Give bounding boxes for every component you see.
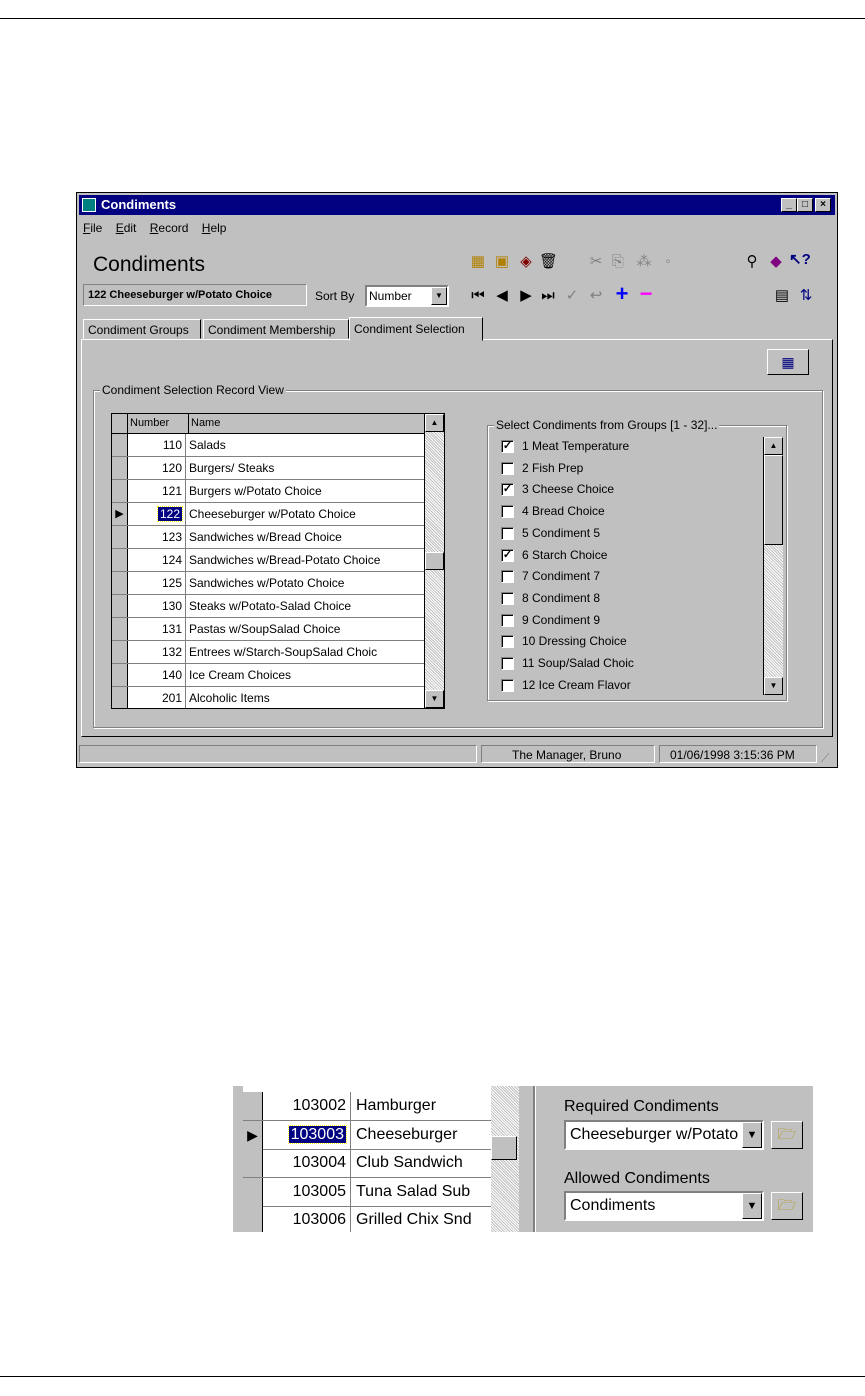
table-row[interactable] — [112, 480, 426, 503]
minimize-button[interactable]: _ — [781, 198, 797, 212]
row-selector[interactable] — [243, 1149, 263, 1177]
allowed-condiments-select[interactable]: Condiments ▼ — [564, 1191, 764, 1221]
checkbox-label: 10 Dressing Choice — [522, 634, 627, 649]
checklist-scroll-thumb[interactable] — [764, 455, 783, 545]
record-view-label: Condiment Selection Record View — [102, 383, 284, 397]
table-row[interactable] — [112, 664, 426, 687]
row-selector[interactable] — [112, 526, 128, 548]
form-title: Condiments — [93, 253, 206, 276]
row-number: 103002 — [263, 1092, 351, 1120]
condiment-checklist — [493, 429, 785, 697]
required-condiments-select[interactable]: Cheeseburger w/Potato ▼ — [564, 1120, 764, 1150]
row-number: 124 — [128, 549, 186, 571]
excerpt-divider — [533, 1086, 536, 1232]
remove-record-icon[interactable]: − — [639, 281, 653, 306]
delete-icon[interactable]: 🗑 — [539, 253, 559, 270]
resize-grip-icon[interactable]: ⟋ — [821, 751, 830, 765]
magic-wand-icon[interactable]: ⁂ — [636, 253, 652, 270]
form-view-icon[interactable]: ▤ — [774, 287, 790, 304]
row-number: 201 — [128, 687, 186, 709]
row-name: Cheeseburger w/Potato Choice — [189, 507, 356, 521]
title-bar — [79, 195, 835, 215]
excerpt-grid[interactable] — [243, 1086, 511, 1232]
menu-edit[interactable]: Edit — [115, 221, 137, 235]
checkbox-label: 3 Cheese Choice — [522, 482, 615, 497]
row-name: Ice Cream Choices — [189, 668, 292, 682]
row-name: Cheeseburger — [356, 1125, 458, 1143]
row-number: 121 — [128, 480, 186, 502]
row-name: Grilled Chix Snd — [356, 1211, 472, 1228]
table-row[interactable] — [243, 1092, 499, 1121]
close-button[interactable]: × — [815, 198, 831, 212]
column-header-name[interactable]: Name — [189, 414, 426, 434]
tab-condiment-groups[interactable]: Condiment Groups — [83, 319, 201, 339]
new-record-icon[interactable]: ▦ — [470, 253, 486, 270]
table-row[interactable] — [112, 526, 426, 549]
row-number: 103003 — [263, 1121, 351, 1149]
row-selector[interactable] — [112, 595, 128, 617]
row-number: 110 — [128, 434, 186, 456]
scroll-up-button[interactable]: ▲ — [425, 414, 444, 432]
row-selector[interactable] — [112, 480, 128, 502]
row-selector[interactable] — [243, 1206, 263, 1232]
checklist-scroll-down[interactable]: ▼ — [764, 677, 783, 695]
status-datetime: 01/06/1998 3:15:36 PM — [659, 745, 817, 763]
table-row[interactable] — [112, 549, 426, 572]
checkbox-label: 8 Condiment 8 — [522, 590, 601, 605]
checkbox-label: 4 Bread Choice — [522, 504, 605, 519]
table-row[interactable] — [112, 687, 426, 709]
checkbox[interactable] — [501, 592, 514, 605]
checklist-scrollbar[interactable] — [763, 437, 783, 695]
checkbox[interactable] — [501, 614, 514, 627]
row-number: 131 — [128, 618, 186, 640]
grid-view-button[interactable]: ▦ — [767, 349, 809, 375]
row-selector[interactable] — [112, 618, 128, 640]
column-header-number[interactable]: Number — [128, 414, 189, 434]
row-selector[interactable]: ▶ — [112, 503, 128, 525]
row-number: 140 — [128, 664, 186, 686]
top-rule — [0, 18, 865, 19]
paste-icon[interactable]: ⎘ — [611, 253, 624, 270]
row-name: Alcoholic Items — [189, 691, 270, 705]
condiments-window — [76, 192, 838, 768]
row-selector[interactable] — [243, 1178, 263, 1206]
chevron-down-icon: ▼ — [742, 1122, 762, 1148]
grid-scrollbar[interactable] — [424, 414, 444, 708]
row-selector[interactable] — [112, 687, 128, 709]
menu-help[interactable]: Help — [201, 221, 227, 235]
checkbox-label: 5 Condiment 5 — [522, 525, 601, 540]
table-row[interactable] — [112, 618, 426, 641]
row-number: 132 — [128, 641, 186, 663]
row-name: Pastas w/SoupSalad Choice — [189, 622, 341, 636]
row-name: Club Sandwich — [356, 1154, 463, 1171]
table-row[interactable] — [112, 503, 426, 526]
checkbox-label: 2 Fish Prep — [522, 460, 584, 475]
status-user: The Manager, Bruno — [481, 745, 655, 763]
condiment-grid[interactable] — [111, 413, 445, 709]
table-row[interactable] — [243, 1149, 499, 1178]
row-selector[interactable] — [112, 457, 128, 479]
checkbox[interactable]: ✓ — [502, 440, 513, 452]
checkbox-label: 11 Soup/Salad Choic — [522, 656, 634, 670]
required-folder-icon[interactable]: 🗁 — [771, 1121, 803, 1149]
row-selector[interactable] — [112, 641, 128, 663]
grid-corner — [112, 414, 128, 434]
row-selector[interactable] — [112, 434, 128, 456]
checkbox[interactable] — [501, 527, 514, 540]
row-name: Burgers/ Steaks — [189, 461, 275, 475]
previous-record-icon[interactable]: ◀ — [496, 287, 508, 304]
row-name: Entrees w/Starch-SoupSalad Choic — [189, 645, 378, 659]
row-name: Steaks w/Potato-Salad Choice — [189, 599, 352, 613]
row-number: 103005 — [263, 1178, 351, 1206]
sort-by-label: Sort By — [315, 289, 355, 303]
tab-condiment-selection[interactable]: Condiment Selection — [349, 317, 483, 341]
checkbox[interactable] — [501, 570, 514, 583]
row-number: 125 — [128, 572, 186, 594]
checkbox[interactable] — [501, 679, 514, 692]
row-name: Sandwiches w/Bread Choice — [189, 530, 342, 544]
checkbox[interactable]: ✓ — [502, 548, 513, 561]
scroll-down-button[interactable]: ▼ — [425, 690, 444, 708]
first-record-icon[interactable]: ⏮ — [471, 287, 485, 304]
status-bar — [79, 743, 835, 765]
allowed-condiments-label: Allowed Condiments — [564, 1170, 710, 1187]
table-row[interactable] — [243, 1206, 499, 1232]
table-row[interactable] — [243, 1121, 499, 1150]
row-selector[interactable] — [112, 549, 128, 571]
row-name: Sandwiches w/Bread-Potato Choice — [189, 553, 381, 567]
table-row[interactable] — [112, 595, 426, 618]
copy-record-icon[interactable]: ▣ — [494, 253, 510, 270]
whats-this-icon[interactable]: ↖? — [789, 251, 811, 268]
checklist-scroll-up[interactable]: ▲ — [764, 437, 783, 455]
checkbox-label: 9 Condiment 9 — [522, 612, 601, 627]
refresh-icon[interactable]: ⇅ — [799, 287, 813, 304]
checkbox[interactable]: ✓ — [502, 483, 513, 496]
menu-bar — [83, 221, 236, 239]
row-selector[interactable] — [243, 1092, 263, 1120]
table-row[interactable] — [243, 1178, 499, 1207]
row-name: Burgers w/Potato Choice — [189, 484, 322, 498]
scroll-thumb[interactable] — [425, 552, 444, 570]
row-number: 120 — [128, 457, 186, 479]
add-record-icon[interactable]: + — [615, 281, 629, 306]
row-selector[interactable] — [112, 572, 128, 594]
table-row[interactable] — [112, 457, 426, 480]
row-number: 103006 — [263, 1206, 351, 1232]
row-number: 122 — [128, 503, 186, 525]
required-condiments-label: Required Condiments — [564, 1098, 719, 1115]
chevron-down-icon: ▼ — [431, 287, 447, 305]
checkbox[interactable] — [501, 657, 514, 670]
undo-icon[interactable]: ↩ — [589, 287, 603, 304]
checkbox-label: 12 Ice Cream Flavor — [522, 677, 631, 692]
row-name: Tuna Salad Sub — [356, 1182, 471, 1200]
window-title: Condiments — [101, 197, 177, 212]
cut-icon[interactable]: ✂ — [589, 253, 603, 270]
bottom-rule — [0, 1376, 865, 1377]
row-name: Salads — [189, 438, 226, 452]
next-record-icon[interactable]: ▶ — [520, 287, 532, 304]
chevron-down-icon: ▼ — [742, 1193, 762, 1219]
row-number: 123 — [128, 526, 186, 548]
row-name: Hamburger — [356, 1097, 437, 1114]
row-number: 103004 — [263, 1149, 351, 1177]
record-excerpt — [233, 1086, 813, 1232]
excerpt-scroll-thumb[interactable] — [491, 1136, 517, 1160]
checkbox-label: 7 Condiment 7 — [522, 569, 601, 584]
binoculars-icon[interactable]: ⚲ — [746, 253, 758, 270]
last-record-icon[interactable]: ⏭ — [541, 287, 555, 304]
row-selector[interactable] — [112, 664, 128, 686]
checkbox[interactable] — [501, 505, 514, 518]
checkbox-label: 6 Starch Choice — [522, 547, 608, 562]
row-selector[interactable]: ▶ — [243, 1121, 263, 1149]
checkbox[interactable] — [501, 635, 514, 648]
toolbar-area — [79, 241, 835, 311]
menu-file[interactable]: File — [83, 221, 103, 235]
help-book-icon[interactable]: ◆ — [770, 253, 782, 270]
save-check-icon[interactable]: ✓ — [565, 287, 579, 304]
checkbox[interactable] — [501, 462, 514, 475]
table-row[interactable] — [112, 641, 426, 664]
excerpt-scrollbar[interactable] — [491, 1086, 519, 1232]
app-icon — [82, 198, 96, 212]
sort-by-select[interactable]: Number ▼ — [365, 285, 449, 307]
table-row[interactable] — [112, 434, 426, 457]
maximize-button[interactable]: □ — [797, 198, 813, 212]
row-number: 130 — [128, 595, 186, 617]
row-name: Sandwiches w/Potato Choice — [189, 576, 345, 590]
select-condiments-label: Select Condiments from Groups [1 - 32]... — [496, 418, 718, 432]
allowed-folder-icon[interactable]: 🗁 — [771, 1192, 803, 1220]
current-record-field: 122 Cheeseburger w/Potato Choice — [83, 284, 307, 306]
marker-icon[interactable]: ◦ — [665, 253, 671, 270]
tab-condiment-membership[interactable]: Condiment Membership — [203, 319, 349, 339]
status-message — [79, 745, 477, 763]
checkbox-label: 1 Meat Temperature — [522, 439, 630, 453]
menu-record[interactable]: Record — [149, 221, 189, 235]
table-row[interactable] — [112, 572, 426, 595]
fill-records-icon[interactable]: ◈ — [520, 253, 532, 270]
